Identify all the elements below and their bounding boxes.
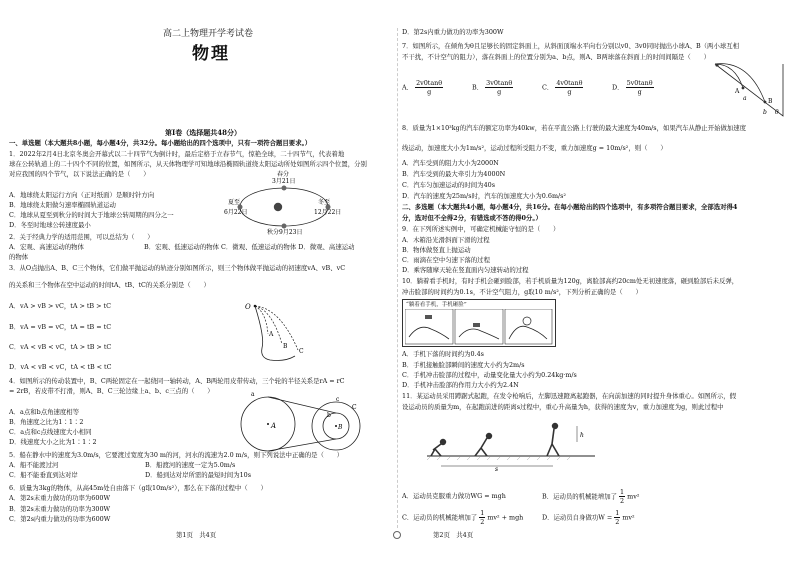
q11-option-c: C．运动员的机械能增加了 $\frac{1}{2}$ mv² + mgh [402, 509, 524, 526]
label-o: O [245, 303, 251, 311]
label-B: B [768, 98, 773, 105]
incline-triangle [715, 64, 783, 116]
projectile-figure [240, 298, 320, 370]
q8-line: 线运动，加速度大小为1m/s²，运动过程所受阻力不变，重力加速度g = 10m/s²，则（ ） [402, 144, 667, 152]
q6-option: C．第2s内重力做功的功率为600W [9, 515, 111, 523]
q3-line: 的关系和三个物体在空中运动的时间tA、tB、tC的关系分别是（ ） [9, 281, 210, 289]
q10-option: A．手机下落的时间约为0.4s [402, 350, 484, 358]
label-s: s [495, 466, 499, 472]
q9-option: C．雨滴在空中匀速下落的过程 [402, 256, 490, 264]
q1-option: D．冬至时地球公转速度最小 [9, 221, 91, 229]
q11-option-b: B．运动员的机械能增加了 $\frac{1}{2}$ mv² [542, 488, 640, 505]
exam-title: 高二上物理开学考试卷 [163, 29, 254, 39]
ground-curve [255, 306, 295, 361]
q6-option: A．第2s末重力做功的功率为600W [9, 494, 111, 502]
ball-icon [715, 63, 718, 66]
q9-line: 9．在下列所述实例中，可确定机械能守恒的是（ ） [402, 225, 560, 233]
q11-option-a: A．运动员克服重力做功WG = mgh [402, 492, 506, 500]
q8-line: 8．质量为1×10³kg的汽车的额定功率为40kw，若在平直公路上行驶的最大速度为40m/s，如果汽车从静止开始做加速度 [402, 124, 747, 132]
phone-falling-icon [473, 323, 480, 327]
q11-option-d: D．运动员自身做功W = $\frac{1}{2}$ mv² [542, 509, 635, 526]
q2-option: B．宏观、低速运动的物体 C．微观、低速运动的物体 D．微观、高速运动 [144, 243, 355, 251]
q10-line: 冲击脸部的时间约为0.1s，不计空气阻力，g取10 m/s²，下列分析正确的是（ ） [402, 288, 642, 296]
page-footer-right: 第2页 共4页 [433, 531, 474, 539]
part-title: 第Ⅰ卷（选择题共48分） [165, 128, 242, 137]
q1-option: B．地球绕太阳做匀速率椭圆轨道运动 [9, 201, 116, 209]
head-icon [523, 317, 531, 325]
label-c: C [299, 348, 304, 355]
q10-option: C．手机冲击脸部的过程中，动量变化量大小约为0.24kg·m/s [402, 371, 577, 379]
belt-drive-figure [236, 392, 368, 456]
label-a: A [269, 331, 274, 338]
q3-option: A．vA > vB > vC，tA > tB > tC [9, 302, 112, 310]
ball-b-icon [764, 101, 767, 104]
q6-option: B．第2s末重力做功的功率为300W [9, 505, 111, 513]
label-B: B [338, 424, 343, 431]
q7-option-c: C． $\frac{4v0\tan\theta}{g}$ [542, 79, 583, 96]
label-a-point: a [251, 392, 255, 398]
section1-title: 一、单选题（本大题共8小题，每小题4分，共32分。每小题给出的四个选项中，只有一项符合题目要求。） [9, 139, 312, 147]
label-spring: 春分 [277, 171, 290, 178]
section2-title: 二、多选题（本大题共4小题，每小题4分，共16分。在每小题给出的四个选项中，有多项符合题目要求，全部选对得4 [402, 203, 738, 211]
q5-option: B．船渡河的速度一定为5.0m/s [145, 461, 236, 469]
belt-bottom [268, 439, 336, 451]
phone-figure-drawing [405, 309, 553, 345]
runner-figure [427, 420, 597, 472]
q4-option: B．角速度之比为1∶1∶2 [9, 418, 84, 426]
label-A: A [271, 422, 277, 430]
q8-option: B．汽车受到的最大牵引力为4000N [402, 170, 506, 178]
q7-option-a: A． $\frac{2v0\tan\theta}{g}$ [402, 79, 443, 96]
trajectory-b [255, 306, 282, 344]
runner-mid-icon [475, 434, 491, 456]
q9-option: B．物体做竖直上抛运动 [402, 246, 471, 254]
label-autumn: 秋分9月23日 [267, 229, 303, 236]
label-summer-date: 6月22日 [224, 209, 248, 216]
panel-1 [405, 309, 453, 344]
label-spring-date: 3月21日 [272, 178, 296, 185]
label-a: a [743, 95, 747, 102]
label-summer: 夏至 [228, 199, 241, 206]
belt-top [268, 397, 336, 413]
q9-option: D．乘客随摩天轮在竖直面内匀速转动的过程 [402, 266, 529, 274]
label-c-point: c [336, 396, 340, 403]
q10-option: D．手机冲击脸部的作用力大小约为2.4N [402, 381, 519, 389]
incline-figure [711, 62, 787, 118]
q7-option-d: D． $\frac{5v0\tan\theta}{g}$ [612, 79, 653, 96]
q7-line: 7．如图所示，在倾角为θ且足够长的固定斜面上，从斜面顶端水平向右分别以v0、3v0同时抛出小球A、B（两小球互相 [402, 42, 740, 50]
orbit-ellipse [240, 188, 331, 226]
q2-option: 的物体 [9, 253, 29, 261]
q4-line: = 2rB，若皮带不打滑，则A、B、C三轮边缘上a、b、c三点的（ ） [9, 387, 214, 395]
q4-option: A．a点和b点角速度相等 [9, 408, 80, 416]
q1-option: C．地球从夏至到秋分的时间大于地球公转周期的四分之一 [9, 211, 174, 219]
q5-option: D．船到达对岸所需的最短时间为10s [145, 471, 252, 479]
page-footer-left: 第1页 共4页 [176, 531, 217, 539]
label-theta: θ [775, 109, 779, 116]
q11-line: 设运动员的质量为m，在起跑前进的距离s过程中，重心升高量为h，获得的速度为v，重力加速度为g，则此过程中 [402, 403, 724, 411]
label-C: C [352, 404, 357, 411]
subject-title: 物理 [192, 44, 230, 64]
earth-bottom-icon [282, 224, 287, 229]
person-sitting-icon [509, 326, 547, 339]
q6-option-d: D．第2s内重力做功的功率为300W [402, 28, 504, 36]
q10-line: 10．躺着看手机时，有时手机会砸到脸部，若手机质量为120g，离脸部高约20cm处无初速度落，砸到脸部后未反弹， [402, 277, 739, 285]
q2-line: 2．关于经典力学的适用范围，可以总结为（ ） [9, 233, 154, 241]
q3-line: 3．从O点抛出A、B、C三个物体，它们做平抛运动的轨迹分别如图所示，则三个物体做平抛运动的初速度vA、vB、vC [9, 264, 346, 272]
q7-option-b: B． $\frac{3v0\tan\theta}{g}$ [472, 79, 513, 96]
q8-option: A．汽车受到的阻力大小为2000N [402, 159, 499, 167]
q3-option: B．vA = vB = vC，tA = tB = tC [9, 323, 112, 331]
phone-figure [402, 299, 556, 347]
label-b-point: b [327, 412, 331, 419]
phone-figure-caption: “躺着看手机，手机砸脸” [406, 302, 467, 308]
label-b: b [763, 109, 767, 116]
axle-b [335, 425, 337, 427]
runner-upright-icon [547, 424, 559, 456]
runner-crouch-icon [431, 440, 445, 456]
panel-3 [505, 309, 552, 344]
q3-option: D．vA < vB < vC，tA < tB < tC [9, 363, 112, 371]
q9-option: A．木箱沿光滑斜面下滑的过程 [402, 236, 490, 244]
q6-line: 6．质量为3kg的物体，从高45m处自由落下（g取10m/s²），那么在下落的过程中（ ） [9, 484, 267, 492]
phone-icon [425, 315, 432, 319]
sun-icon [274, 203, 282, 211]
label-h: h [580, 432, 584, 439]
section2-title: 分，选对但不全得2分，有错选或不答的得0分。） [402, 214, 542, 222]
label-A: A [735, 88, 740, 95]
earth-top-icon [282, 186, 287, 191]
person-lying-icon [409, 327, 449, 339]
q5-line: 5．船在静水中的速度为3.0m/s，它要渡过宽度为30 m的河，河水的流速为2.0 m/s，则下列说法中正确的是（ ） [9, 451, 344, 459]
q5-option: C．船不能垂直到达对岸 [9, 471, 78, 479]
label-b: B [283, 343, 288, 350]
person-lying-icon [459, 329, 499, 339]
q1-line: 1．2022年2月4日北京冬奥会开幕式以二十四节气为倒计时，最后定格于立春节气，惊艳全球，二十四节气，代表着地 [9, 150, 345, 158]
right-column [397, 0, 794, 561]
q1-line: 球在公转轨道上的二十四个不同的位置，如图所示，从天体物理学可知地球沿椭圆轨道绕太阳运动所处如图所示四个位置，分别 [9, 160, 367, 168]
axle-a [267, 423, 269, 425]
q2-option: A．宏观、高速运动的物体 [9, 243, 84, 251]
q8-option: C．汽车匀加速运动的时间为40s [402, 181, 495, 189]
q7-line: 不干扰，不计空气的阻力），落在斜面上的位置分别为a、b点，则A、B两球落在斜面上的时间间隔是（ ） [402, 53, 710, 61]
q4-option: D．线速度大小之比为1∶1∶2 [9, 438, 97, 446]
ball-a-icon [742, 87, 745, 90]
q1-line: 对应我国的四个节气，以下说法正确的是（ ） [9, 170, 150, 178]
q10-option: B．手机接触脸部瞬间的速度大小约为2m/s [402, 361, 525, 369]
label-winter: 冬至 [318, 199, 331, 206]
q4-line: 4．如图所示的传动装置中，B、C两轮固定在一起绕同一轴转动，A、B两轮用皮带传动，三个轮的半径关系是rA = rC [9, 377, 345, 385]
q4-option: C．a点和c点线速度大小相同 [9, 428, 92, 436]
label-winter-date: 12月22日 [314, 209, 342, 216]
q1-option: A．地球绕太阳运行方向（正对纸面）是顺时针方向 [9, 191, 155, 199]
q11-line: 11．某运动员采用蹲踞式起跑，在发令枪响后，左脚迅速蹬离起跑器，在向前加速的同时提升身体重心。如图所示，假 [402, 392, 737, 400]
orbit-figure [222, 170, 342, 236]
q5-option: A．船不能渡过河 [9, 461, 59, 469]
q3-option: C．vA < vB < vC，tA > tB > tC [9, 343, 112, 351]
q8-option: D．汽车的速度为25m/s时，汽车的加速度大小为0.6m/s² [402, 192, 566, 200]
